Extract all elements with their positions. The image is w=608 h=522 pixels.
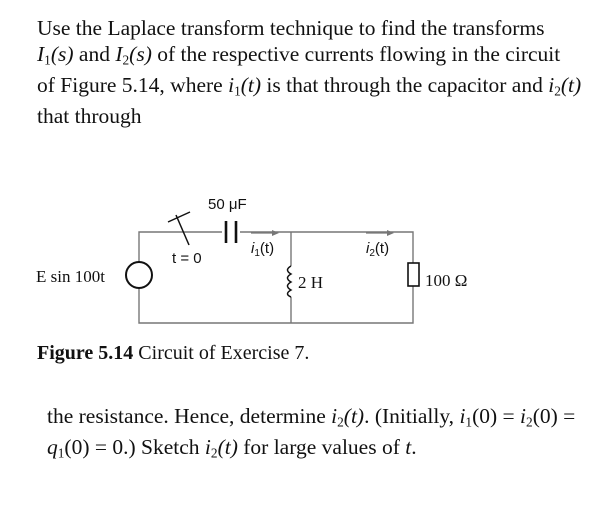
resistor-label: 100 Ω xyxy=(425,271,468,290)
current2-arrow xyxy=(366,230,394,236)
figure-caption: Figure 5.14 Circuit of Exercise 7. xyxy=(37,342,310,364)
circuit-diagram xyxy=(0,180,608,340)
bottom-wire xyxy=(139,286,413,323)
source-label: E sin 100t xyxy=(36,267,105,286)
inductor-label: 2 H xyxy=(298,273,324,292)
switch xyxy=(168,212,190,245)
current1-arrow xyxy=(251,230,279,236)
voltage-source xyxy=(126,262,152,288)
resistor xyxy=(408,263,419,286)
inductor xyxy=(288,266,292,297)
continuation-statement: the resistance. Hence, determine $i_2(t)$. (Initially, $i_1(0) = i_2(0) = q_1(0) = 0$.) Sketch $i_2(t)$ for large values of t. xyxy=(47,404,576,461)
switch-label: t = 0 xyxy=(172,250,202,267)
capacitor xyxy=(226,221,236,243)
current2-label: $i_2(t)$ xyxy=(366,240,390,259)
problem-statement: Use the Laplace transform technique to find the transforms $I_1(s)$ and $I_2(s)$ of the respective currents flowing in the circuit of Figure 5.14, where $i_1(t)$ is that through the capacitor and $i_2(t)$ that through xyxy=(37,16,582,128)
current1-label: $i_1(t)$ xyxy=(251,240,275,259)
capacitor-label: 50 μF xyxy=(208,196,247,213)
figure-label: Figure 5.14 xyxy=(37,342,134,364)
